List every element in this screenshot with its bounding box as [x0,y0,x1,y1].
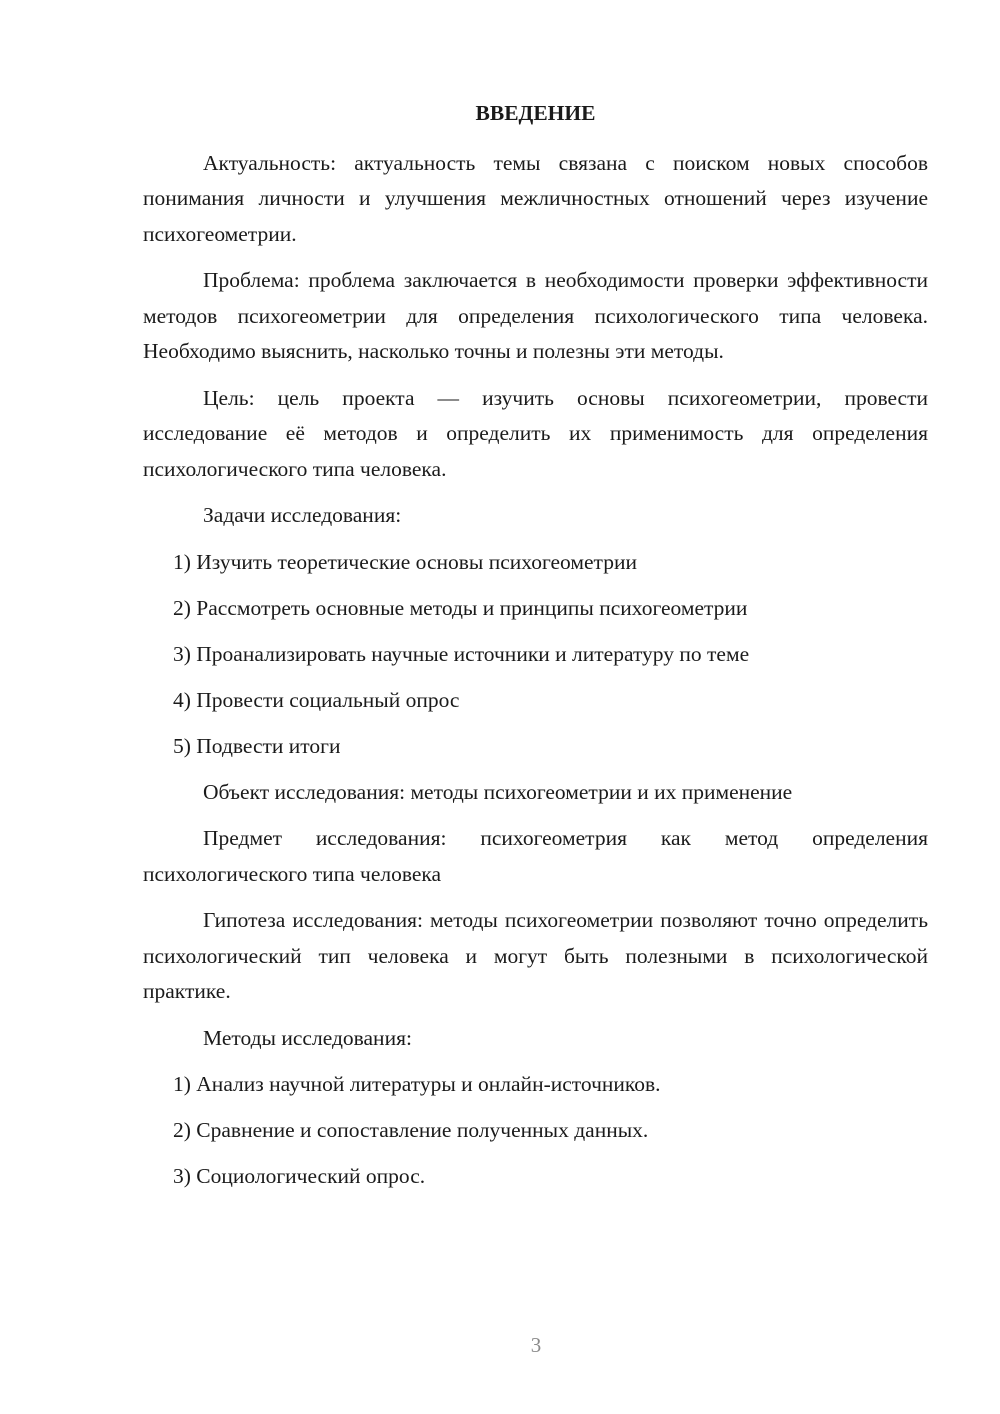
method-item: 1) Анализ научной литературы и онлайн-источников. [173,1072,661,1096]
document-title: ВВЕДЕНИЕ [475,101,596,125]
task-item: 5) Подвести итоги [173,733,341,758]
method-item: 2) Сравнение и сопоставление полученных данных. [173,1118,649,1142]
hypothesis-paragraph: Гипотеза исследования: методы психогеометрии позволяют точно определить психологический тип человека и могут быть полезными в психологической практике. [143,908,928,1003]
relevance-paragraph: Актуальность: актуальность темы связана с поиском новых способов понимания личности и улучшения межличностных отношений через изучение психогеометрии. [143,150,928,246]
task-item: 1) Изучить теоретические основы психогеометрии [173,549,637,574]
problem-paragraph: Проблема: проблема заключается в необходимости проверки эффективности методов психогеометрии для определения психологического типа человека. Необходимо выяснить, насколько точны и полезны эти методы. [143,268,928,363]
subject-paragraph: Предмет исследования: психогеометрия как метод определения психологического типа человека [143,826,928,886]
page-number: 3 [530,1333,542,1357]
goal-paragraph: Цель: цель проекта — изучить основы психогеометрии, провести исследование её методов и определить их применимость для определения психологического типа человека. [143,385,928,481]
object-paragraph: Объект исследования: методы психогеометрии и их применение [203,779,793,804]
task-item: 3) Проанализировать научные источники и литературу по теме [173,641,750,666]
methods-heading: Методы исследования: [203,1025,412,1050]
task-item: 2) Рассмотреть основные методы и принципы психогеометрии [173,595,748,620]
document-page [143,96,928,1205]
method-item: 3) Социологический опрос. [173,1164,426,1188]
tasks-heading: Задачи исследования: [203,503,402,527]
task-item: 4) Провести социальный опрос [173,687,460,712]
